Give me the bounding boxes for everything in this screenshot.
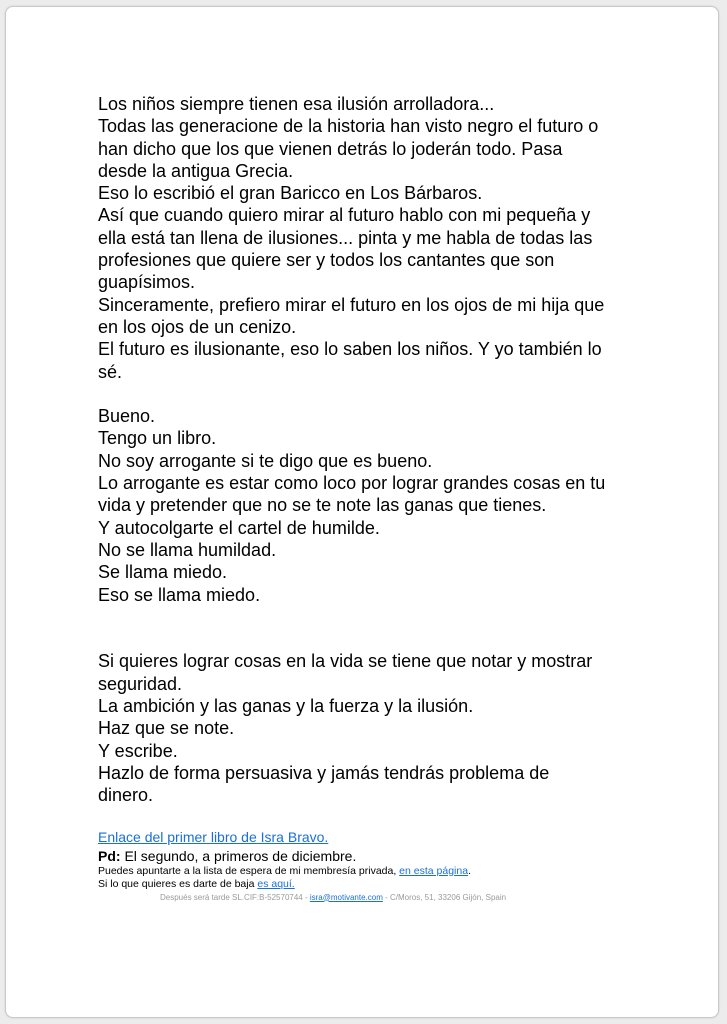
paragraph-3 [98,650,638,806]
waitlist-line [98,865,638,879]
body-line: han dicho que los que vienen detrás lo joderán todo. Pasa [98,138,563,159]
body-line: sé. [98,361,123,382]
body-line: seguridad. [98,673,183,694]
body-line: Si quieres lograr cosas en la vida se tiene que notar y mostrar [98,651,593,672]
body-line: Lo arrogante es estar como loco por lograr grandes cosas en tu [98,473,606,494]
body-line: Se llama miedo. [98,562,228,583]
body-line: Eso lo escribió el gran Baricco en Los Bárbaros. [98,183,483,204]
body-line: vida y pretender que no se te note las ganas que tienes. [98,495,547,516]
legal-email-link[interactable]: isra@motivante.com [309,892,383,902]
body-line: en los ojos de un cenizo. [98,316,297,337]
body-line: Hazlo de forma persuasiva y jamás tendrás problema de [98,762,550,783]
waitlist-text: Puedes apuntarte a la lista de espera de mi membresía privada, [98,864,400,877]
body-line: Eso se llama miedo. [98,584,261,605]
postscript-text: El segundo, a primeros de diciembre. [120,847,357,864]
legal-text: Después será tarde SL.CIF:B-52570744 - [160,892,310,902]
postscript-label: Pd: [98,847,121,864]
body-line: Bueno. [98,406,156,427]
body-line: No se llama humildad. [98,539,277,560]
email-window [5,6,719,1018]
paragraph-1 [98,93,638,383]
email-footer [98,828,638,903]
body-line: La ambición y las ganas y la fuerza y la ilusión. [98,696,474,717]
body-line: Todas las generacione de la historia han visto negro el futuro o [98,116,599,137]
book-link[interactable]: Enlace del primer libro de Isra Bravo. [98,828,329,845]
legal-address: - C/Moros, 51, 33206 Gijón, Spain [382,892,507,902]
postscript [98,847,638,865]
body-line: profesiones que quiere ser y todos los cantantes que son [98,250,555,271]
unsubscribe-text: Si lo que quieres es darte de baja [98,878,258,890]
waitlist-link[interactable]: en esta página [399,864,469,877]
body-line: dinero. [98,785,154,806]
body-line: desde la antigua Grecia. [98,160,294,181]
paragraph-spacer [98,383,638,405]
unsubscribe-link[interactable]: es aquí. [257,878,295,890]
body-line: Y autocolgarte el cartel de humilde. [98,517,380,538]
email-body [98,93,638,903]
body-line: El futuro es ilusionante, eso lo saben los niños. Y yo también lo [98,339,602,360]
body-line: Tengo un libro. [98,428,217,449]
paragraph-spacer [98,606,638,651]
body-line: Así que cuando quiero mirar al futuro hablo con mi pequeña y [98,205,591,226]
unsubscribe-line [98,878,638,892]
body-line: Sinceramente, prefiero mirar el futuro en los ojos de mi hija que [98,294,605,315]
paragraph-2 [98,405,638,606]
body-line: Y escribe. [98,740,178,761]
body-line: Haz que se note. [98,718,235,739]
body-line: guapísimos. [98,272,196,293]
body-line: ella está tan llena de ilusiones... pinta y me habla de todas las [98,227,593,248]
body-line: No soy arrogante si te digo que es bueno. [98,450,433,471]
legal-line [160,892,638,903]
body-line: Los niños siempre tienen esa ilusión arrolladora... [98,94,495,114]
waitlist-end: . [468,864,471,877]
